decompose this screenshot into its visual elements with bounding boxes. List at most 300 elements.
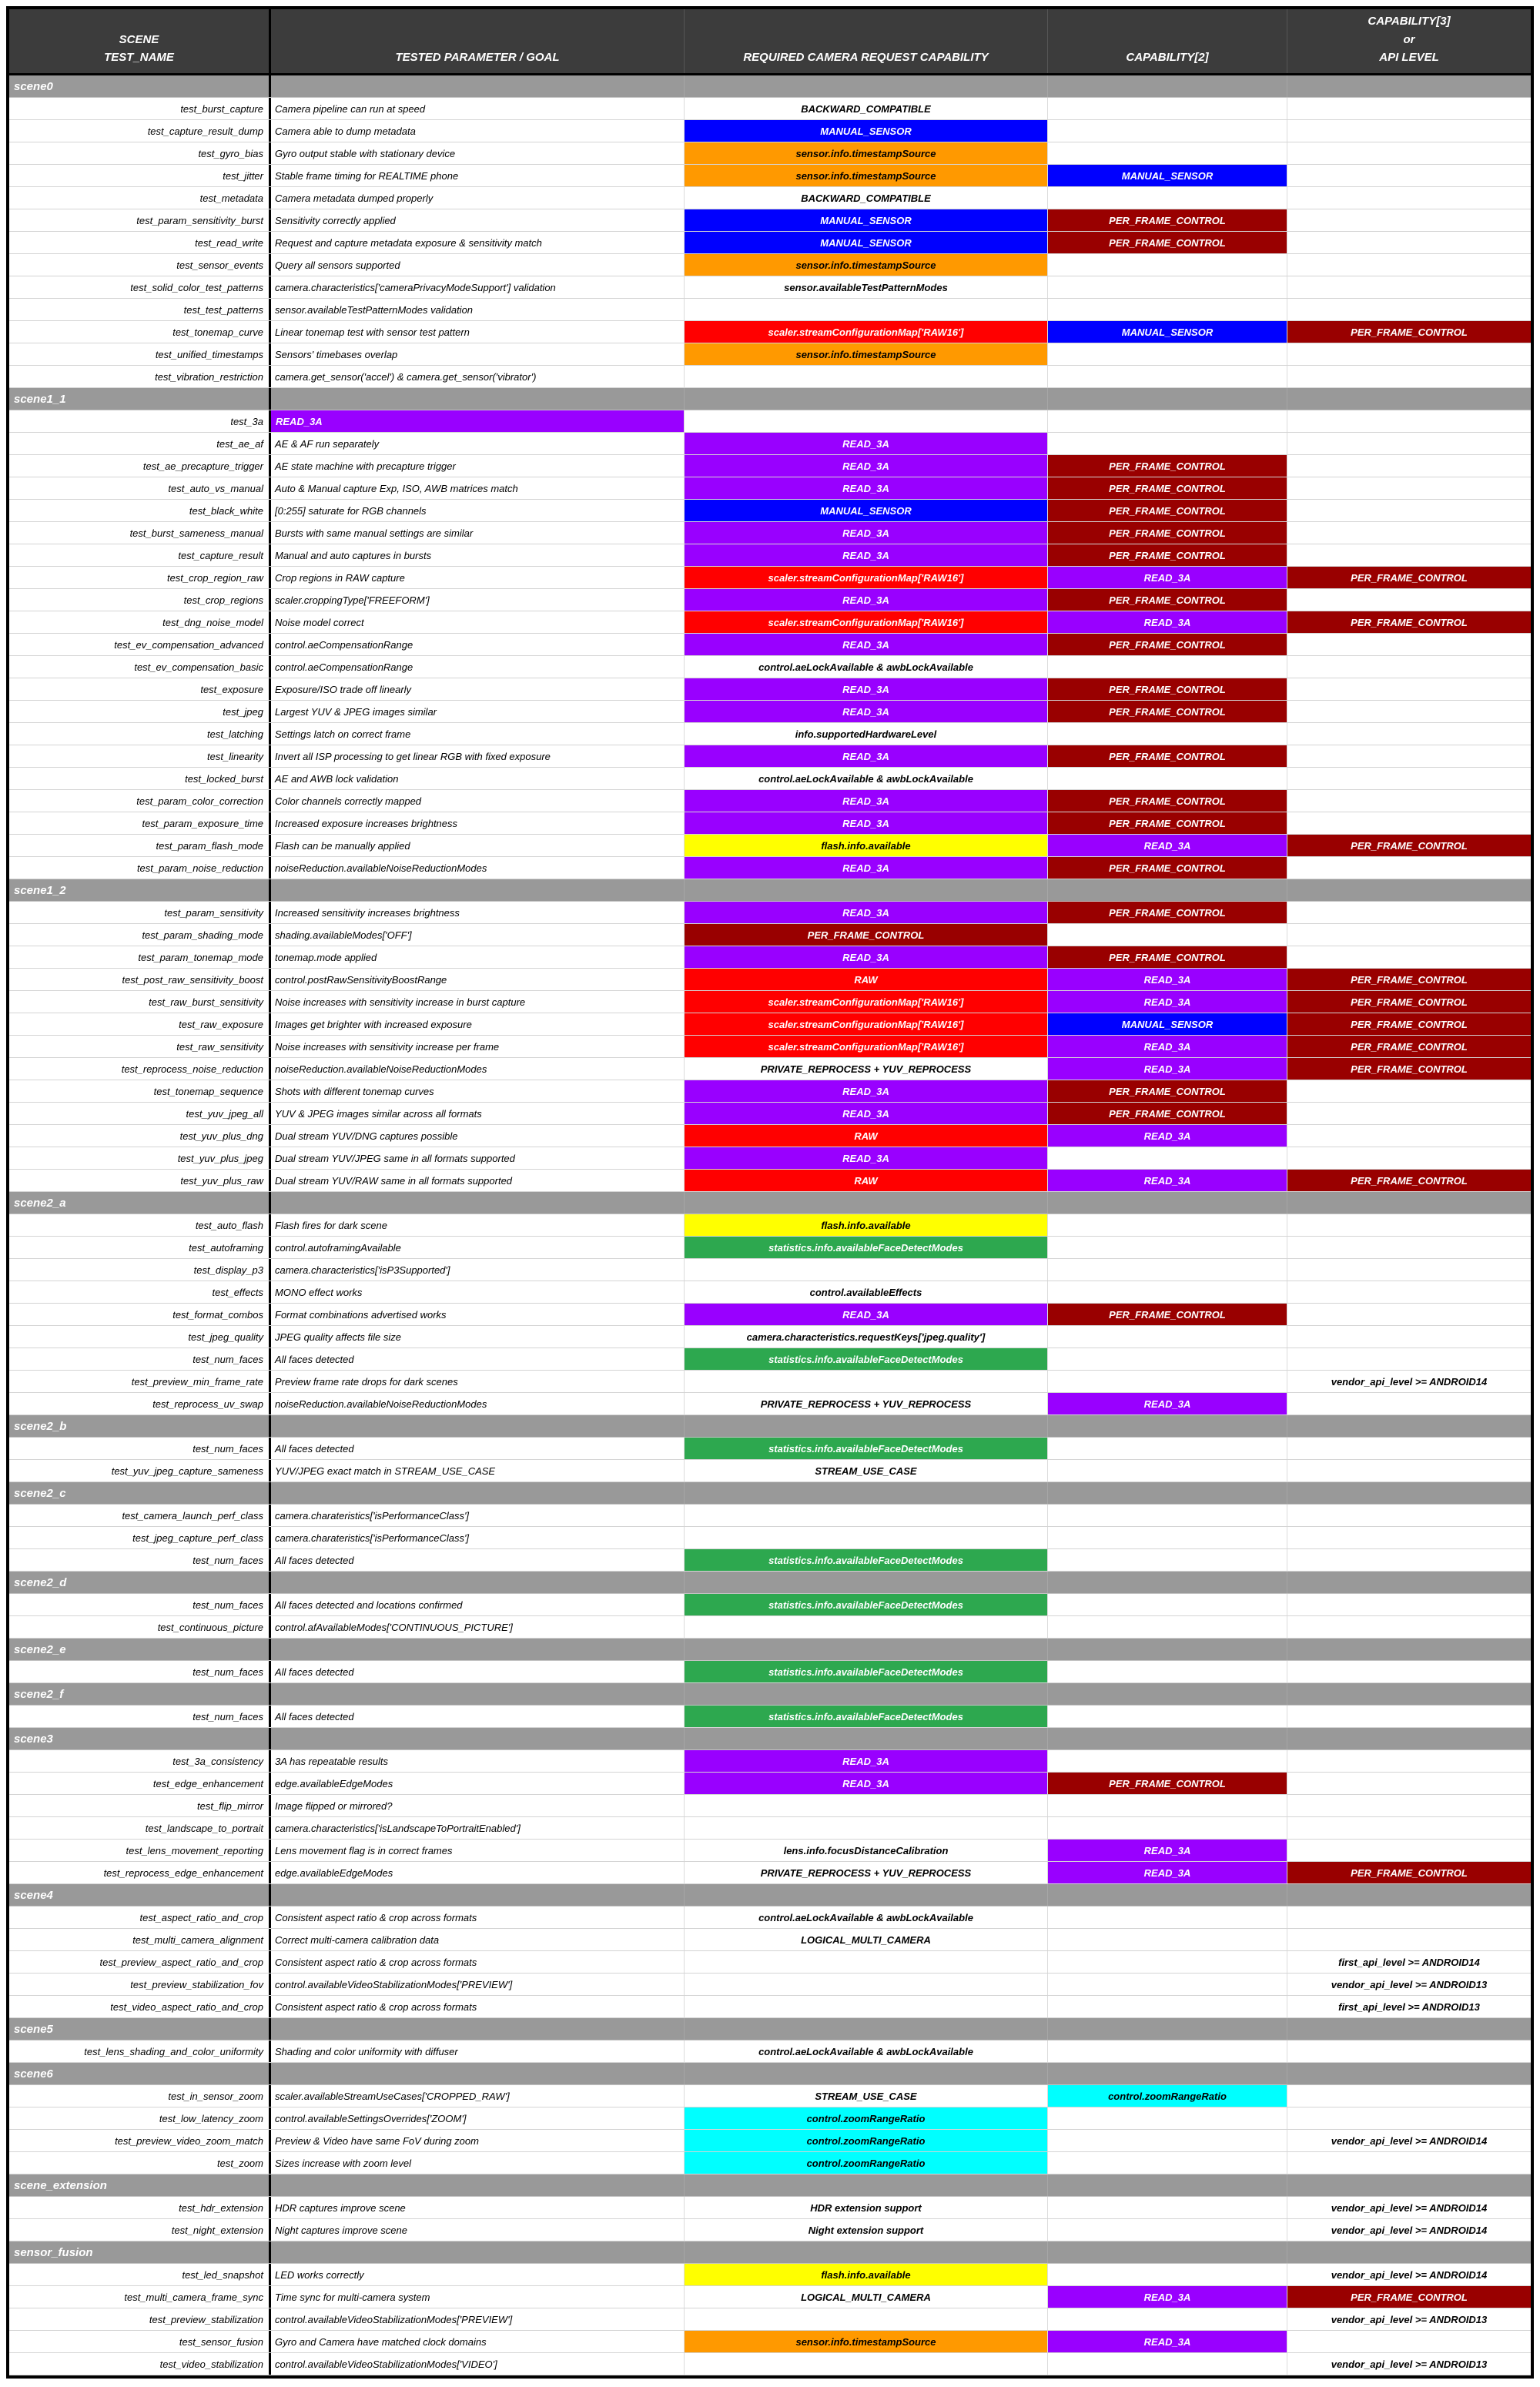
goal-cell: HDR captures improve scene (271, 2197, 685, 2218)
capability3-cell (1287, 924, 1531, 946)
test-name-cell: test_param_color_correction (9, 790, 271, 812)
req-capability-cell: statistics.info.availableFaceDetectModes (685, 1237, 1048, 1258)
test-name-cell: test_num_faces (9, 1594, 271, 1615)
scene-band-cell-goal (271, 2241, 685, 2263)
test-name-cell: test_raw_burst_sensitivity (9, 991, 271, 1013)
capability2-cell: READ_3A (1048, 1862, 1287, 1883)
capability2-cell: READ_3A (1048, 969, 1287, 990)
scene-band-row (9, 1482, 1531, 1505)
goal-cell: control.availableVideoStabilizationModes['VIDEO'] (271, 2353, 685, 2375)
test-row (9, 1661, 1531, 1683)
test-name-cell: test_autoframing (9, 1237, 271, 1258)
capability2-cell (1048, 1996, 1287, 2017)
goal-cell: camera.charateristics['isPerformanceClass'] (271, 1527, 685, 1548)
test-name-cell: test_param_tonemap_mode (9, 946, 271, 968)
capability3-cell (1287, 2331, 1531, 2352)
test-row (9, 410, 1531, 433)
req-capability-cell: READ_3A (685, 522, 1048, 544)
scene-band-label: scene4 (9, 1884, 271, 1906)
capability2-cell: READ_3A (1048, 1036, 1287, 1057)
capability2-cell (1048, 768, 1287, 789)
goal-cell: Sensors' timebases overlap (271, 343, 685, 365)
test-name-cell: test_camera_launch_perf_class (9, 1505, 271, 1526)
test-name-cell: test_read_write (9, 232, 271, 253)
scene-band-cell-goal (271, 879, 685, 901)
capability2-cell (1048, 1237, 1287, 1258)
test-row (9, 232, 1531, 254)
req-capability-cell (685, 1527, 1048, 1548)
req-capability-cell: control.aeLockAvailable & awbLockAvailable (685, 656, 1048, 678)
capability3-cell (1287, 1817, 1531, 1839)
test-name-cell: test_yuv_jpeg_capture_sameness (9, 1460, 271, 1481)
test-row (9, 1438, 1531, 1460)
test-row (9, 2040, 1531, 2063)
goal-cell: Sizes increase with zoom level (271, 2152, 685, 2174)
scene-band-cell-goal (271, 1415, 685, 1437)
req-capability-cell: READ_3A (685, 1147, 1048, 1169)
scene-band-cell-goal (271, 1192, 685, 1214)
test-name-cell: test_jpeg_quality (9, 1326, 271, 1348)
req-capability-cell: statistics.info.availableFaceDetectModes (685, 1661, 1048, 1682)
test-name-cell: test_preview_video_zoom_match (9, 2130, 271, 2151)
req-capability-cell: control.aeLockAvailable & awbLockAvailable (685, 768, 1048, 789)
capability2-cell: PER_FRAME_CONTROL (1048, 209, 1287, 231)
capability2-cell (1048, 924, 1287, 946)
req-capability-cell: BACKWARD_COMPATIBLE (685, 98, 1048, 119)
goal-cell: All faces detected (271, 1438, 685, 1459)
scene-band-cell-cap3 (1287, 1639, 1531, 1660)
scene-band-cell-req (685, 75, 1048, 97)
req-capability-cell (685, 1974, 1048, 1995)
test-row (9, 1304, 1531, 1326)
capability3-cell: vendor_api_level >= ANDROID13 (1331, 2313, 1488, 2325)
header-scene-testname (9, 9, 271, 73)
capability3-cell (1287, 857, 1531, 879)
capability3-cell (1287, 812, 1531, 834)
capability2-cell (1048, 2040, 1287, 2062)
test-row (9, 812, 1531, 835)
goal-cell: shading.availableModes['OFF'] (271, 924, 685, 946)
test-name-cell: test_tonemap_curve (9, 321, 271, 343)
scene-band-cell-req (685, 2174, 1048, 2196)
test-name-cell: test_lens_movement_reporting (9, 1840, 271, 1861)
capability2-cell: PER_FRAME_CONTROL (1048, 455, 1287, 477)
capability2-cell (1048, 1326, 1287, 1348)
capability2-cell: PER_FRAME_CONTROL (1048, 544, 1287, 566)
capability3-cell (1287, 209, 1531, 231)
goal-cell: MONO effect works (271, 1281, 685, 1303)
capability2-cell (1048, 142, 1287, 164)
req-capability-cell: READ_3A (685, 946, 1048, 968)
capability2-cell (1048, 1147, 1287, 1169)
test-row (9, 1974, 1531, 1996)
req-capability-cell: STREAM_USE_CASE (685, 1460, 1048, 1481)
test-row (9, 2264, 1531, 2286)
test-row (9, 276, 1531, 299)
req-capability-cell: READ_3A (685, 544, 1048, 566)
capability3-cell (1287, 745, 1531, 767)
req-capability-cell (685, 1795, 1048, 1816)
test-name-cell: test_zoom (9, 2152, 271, 2174)
test-row (9, 2286, 1531, 2308)
header-capability2: CAPABILITY[2] (1048, 9, 1287, 73)
capability2-cell (1048, 1549, 1287, 1571)
scene-band-row (9, 2063, 1531, 2085)
test-name-cell: test_jpeg (9, 701, 271, 722)
header-testname-line: TEST_NAME (104, 50, 174, 64)
req-capability-cell: READ_3A (685, 1103, 1048, 1124)
test-row (9, 2085, 1531, 2107)
goal-cell: Lens movement flag is in correct frames (271, 1840, 685, 1861)
test-row (9, 991, 1531, 1013)
scene-band-cell-req (685, 1884, 1048, 1906)
req-capability-cell (685, 1817, 1048, 1839)
capability3-cell: PER_FRAME_CONTROL (1287, 991, 1531, 1013)
goal-cell: edge.availableEdgeModes (271, 1862, 685, 1883)
req-capability-cell: sensor.info.timestampSource (685, 2331, 1048, 2352)
scene-band-row (9, 1728, 1531, 1750)
capability3-cell (1287, 1147, 1531, 1169)
capability3-cell: PER_FRAME_CONTROL (1287, 1013, 1531, 1035)
goal-cell: noiseReduction.availableNoiseReductionModes (271, 857, 685, 879)
capability3-cell (1287, 1549, 1531, 1571)
goal-cell: Dual stream YUV/DNG captures possible (271, 1125, 685, 1147)
scene-band-cell-goal (271, 75, 685, 97)
scene-band-cell-req (685, 2018, 1048, 2040)
scene-band-row (9, 879, 1531, 902)
test-row (9, 1125, 1531, 1147)
scene-band-cell-req (685, 2063, 1048, 2084)
test-row (9, 522, 1531, 544)
goal-cell: Correct multi-camera calibration data (271, 1929, 685, 1950)
req-capability-cell: READ_3A (685, 477, 1048, 499)
capability3-cell (1287, 410, 1531, 432)
goal-cell: Crop regions in RAW capture (271, 567, 685, 588)
goal-cell: camera.characteristics['cameraPrivacyModeSupport'] validation (271, 276, 685, 298)
test-row (9, 857, 1531, 879)
table-header-row (9, 9, 1531, 75)
goal-cell: All faces detected (271, 1348, 685, 1370)
test-row (9, 1371, 1531, 1393)
test-name-cell: test_in_sensor_zoom (9, 2085, 271, 2107)
capability3-cell (1287, 1460, 1531, 1481)
scene-band-cell-cap3 (1287, 2174, 1531, 2196)
test-name-cell: test_black_white (9, 500, 271, 521)
capability2-cell: PER_FRAME_CONTROL (1048, 500, 1287, 521)
capability2-cell (1048, 1281, 1287, 1303)
scene-band-label: scene2_b (9, 1415, 271, 1437)
goal-cell: Sensitivity correctly applied (271, 209, 685, 231)
scene-band-cell-cap3 (1287, 1482, 1531, 1504)
test-name-cell: test_aspect_ratio_and_crop (9, 1907, 271, 1928)
capability3-cell (1287, 187, 1531, 209)
capability3-cell: vendor_api_level >= ANDROID13 (1331, 1978, 1488, 1990)
capability3-cell (1287, 2152, 1531, 2174)
test-row (9, 544, 1531, 567)
capability2-cell (1048, 2130, 1287, 2151)
req-capability-cell: sensor.info.timestampSource (685, 142, 1048, 164)
capability3-cell (1287, 544, 1531, 566)
req-capability-cell: scaler.streamConfigurationMap['RAW16'] (685, 1036, 1048, 1057)
test-name-cell: test_crop_region_raw (9, 567, 271, 588)
capability3-cell (1287, 254, 1531, 276)
capability3-cell (1287, 768, 1531, 789)
goal-cell: All faces detected (271, 1549, 685, 1571)
goal-cell: JPEG quality affects file size (271, 1326, 685, 1348)
req-capability-cell: sensor.info.timestampSource (685, 165, 1048, 186)
goal-cell: Time sync for multi-camera system (271, 2286, 685, 2308)
scene-band-cell-cap2 (1048, 388, 1287, 410)
scene-band-cell-cap2 (1048, 879, 1287, 901)
test-row (9, 1237, 1531, 1259)
test-name-cell: test_linearity (9, 745, 271, 767)
capability3-cell: PER_FRAME_CONTROL (1287, 2286, 1531, 2308)
req-capability-cell: READ_3A (685, 1080, 1048, 1102)
capability2-cell: READ_3A (1048, 611, 1287, 633)
table-body (9, 75, 1531, 2375)
capability3-cell (1287, 477, 1531, 499)
test-row (9, 1326, 1531, 1348)
capability3-cell (1287, 1661, 1531, 1682)
test-name-cell: test_num_faces (9, 1438, 271, 1459)
capability3-cell (1287, 343, 1531, 365)
test-name-cell: test_format_combos (9, 1304, 271, 1325)
scene-band-cell-cap3 (1287, 1884, 1531, 1906)
req-capability-cell: sensor.info.timestampSource (685, 254, 1048, 276)
capability2-cell (1048, 1527, 1287, 1548)
capability3-cell: PER_FRAME_CONTROL (1287, 835, 1531, 856)
scene-band-label: scene2_e (9, 1639, 271, 1660)
scene-band-row (9, 388, 1531, 410)
req-capability-cell: BACKWARD_COMPATIBLE (685, 187, 1048, 209)
capability2-cell (1048, 2264, 1287, 2285)
capability3-cell (1287, 1348, 1531, 1370)
test-name-cell: test_num_faces (9, 1549, 271, 1571)
goal-cell: 3A has repeatable results (271, 1750, 685, 1772)
capability2-cell (1048, 254, 1287, 276)
test-row (9, 2308, 1531, 2331)
goal-cell: scaler.availableStreamUseCases['CROPPED_RAW'] (271, 2085, 685, 2107)
scene-band-label: scene6 (9, 2063, 271, 2084)
capability2-cell (1048, 723, 1287, 745)
goal-cell: camera.characteristics['isLandscapeToPortraitEnabled'] (271, 1817, 685, 1839)
scene-band-cell-req (685, 1683, 1048, 1705)
scene-band-cell-goal (271, 2018, 685, 2040)
req-capability-cell (685, 1616, 1048, 1638)
req-capability-cell: sensor.info.timestampSource (685, 343, 1048, 365)
test-row (9, 723, 1531, 745)
req-capability-cell: flash.info.available (685, 835, 1048, 856)
test-name-cell: test_param_sensitivity (9, 902, 271, 923)
test-row (9, 1929, 1531, 1951)
test-name-cell: test_reprocess_noise_reduction (9, 1058, 271, 1080)
test-row (9, 1214, 1531, 1237)
capability3-cell: PER_FRAME_CONTROL (1287, 1036, 1531, 1057)
capability3-cell (1287, 1438, 1531, 1459)
capability3-cell (1287, 701, 1531, 722)
goal-cell: Flash can be manually applied (271, 835, 685, 856)
capability2-cell: MANUAL_SENSOR (1048, 1013, 1287, 1035)
req-capability-cell: MANUAL_SENSOR (685, 232, 1048, 253)
test-row (9, 1505, 1531, 1527)
capability3-cell (1287, 522, 1531, 544)
capability2-cell (1048, 299, 1287, 320)
capability2-cell: PER_FRAME_CONTROL (1048, 678, 1287, 700)
req-capability-cell (685, 366, 1048, 387)
capability3-cell (1287, 946, 1531, 968)
capability2-cell (1048, 2197, 1287, 2218)
test-name-cell: test_landscape_to_portrait (9, 1817, 271, 1839)
scene-band-label: scene_extension (9, 2174, 271, 2196)
capability2-cell: PER_FRAME_CONTROL (1048, 790, 1287, 812)
test-row (9, 366, 1531, 388)
capability2-cell (1048, 1706, 1287, 1727)
capability2-cell (1048, 2152, 1287, 2174)
scene-band-cell-cap2 (1048, 2174, 1287, 2196)
test-name-cell: test_gyro_bias (9, 142, 271, 164)
req-capability-cell: HDR extension support (685, 2197, 1048, 2218)
test-name-cell: test_dng_noise_model (9, 611, 271, 633)
test-name-cell: test_capture_result (9, 544, 271, 566)
req-capability-cell (685, 410, 1048, 432)
goal-cell: Shading and color uniformity with diffuser (271, 2040, 685, 2062)
capability2-cell: PER_FRAME_CONTROL (1048, 902, 1287, 923)
capability2-cell (1048, 1460, 1287, 1481)
scene-band-cell-cap3 (1287, 2018, 1531, 2040)
req-capability-cell: RAW (685, 969, 1048, 990)
scene-band-cell-cap3 (1287, 2241, 1531, 2263)
scene-band-cell-cap2 (1048, 1572, 1287, 1593)
scene-band-label: scene2_d (9, 1572, 271, 1593)
test-name-cell: test_yuv_jpeg_all (9, 1103, 271, 1124)
test-name-cell: test_preview_min_frame_rate (9, 1371, 271, 1392)
scene-band-row (9, 2018, 1531, 2040)
capability2-cell: PER_FRAME_CONTROL (1048, 701, 1287, 722)
test-name-cell: test_reprocess_uv_swap (9, 1393, 271, 1414)
goal-cell: edge.availableEdgeModes (271, 1773, 685, 1794)
test-row (9, 1080, 1531, 1103)
req-capability-cell: READ_3A (685, 902, 1048, 923)
capability3-cell (1287, 1281, 1531, 1303)
goal-cell: Settings latch on correct frame (271, 723, 685, 745)
scene-band-cell-goal (271, 1639, 685, 1660)
capability3-cell (1287, 1840, 1531, 1861)
test-name-cell: test_sensor_fusion (9, 2331, 271, 2352)
goal-cell: [0:255] saturate for RGB channels (271, 500, 685, 521)
capability3-cell (1287, 366, 1531, 387)
goal-cell: Images get brighter with increased exposure (271, 1013, 685, 1035)
test-name-cell: test_crop_regions (9, 589, 271, 611)
scene-band-cell-cap3 (1287, 2063, 1531, 2084)
capability2-cell: PER_FRAME_CONTROL (1048, 745, 1287, 767)
req-capability-cell: READ_3A (685, 790, 1048, 812)
req-capability-cell: READ_3A (685, 678, 1048, 700)
capability3-cell (1287, 276, 1531, 298)
scene-band-row (9, 2241, 1531, 2264)
capability2-cell: READ_3A (1048, 991, 1287, 1013)
req-capability-cell (685, 1371, 1048, 1392)
test-name-cell: test_hdr_extension (9, 2197, 271, 2218)
scene-band-cell-cap3 (1287, 1192, 1531, 1214)
req-capability-cell: READ_3A (685, 1750, 1048, 1772)
goal-cell: control.availableVideoStabilizationModes['PREVIEW'] (271, 2308, 685, 2330)
scene-band-cell-cap2 (1048, 2241, 1287, 2263)
capability2-cell: PER_FRAME_CONTROL (1048, 477, 1287, 499)
goal-cell: control.aeCompensationRange (271, 634, 685, 655)
scene-band-cell-cap2 (1048, 2063, 1287, 2084)
goal-cell: Image flipped or mirrored? (271, 1795, 685, 1816)
goal-cell: noiseReduction.availableNoiseReductionModes (271, 1058, 685, 1080)
scene-band-cell-cap2 (1048, 1728, 1287, 1749)
capability2-cell (1048, 1616, 1287, 1638)
capability3-cell (1287, 1214, 1531, 1236)
capability3-cell (1287, 1304, 1531, 1325)
test-name-cell: test_raw_exposure (9, 1013, 271, 1035)
goal-cell: Color channels correctly mapped (271, 790, 685, 812)
test-row (9, 678, 1531, 701)
goal-cell: Gyro and Camera have matched clock domains (271, 2331, 685, 2352)
test-row (9, 1036, 1531, 1058)
scene-band-label: scene3 (9, 1728, 271, 1749)
test-name-cell: test_flip_mirror (9, 1795, 271, 1816)
goal-cell: control.availableSettingsOverrides['ZOOM'] (271, 2107, 685, 2129)
test-row (9, 611, 1531, 634)
req-capability-cell (685, 1951, 1048, 1973)
scene-band-row (9, 1572, 1531, 1594)
goal-cell: All faces detected (271, 1661, 685, 1682)
capability2-cell: READ_3A (1048, 1170, 1287, 1191)
goal-cell: Format combinations advertised works (271, 1304, 685, 1325)
capability2-cell (1048, 1348, 1287, 1370)
test-name-cell: test_raw_sensitivity (9, 1036, 271, 1057)
capability3-cell (1287, 1125, 1531, 1147)
test-name-cell: test_yuv_plus_raw (9, 1170, 271, 1191)
test-row (9, 1013, 1531, 1036)
goal-cell: Invert all ISP processing to get linear RGB with fixed exposure (271, 745, 685, 767)
goal-cell: Manual and auto captures in bursts (271, 544, 685, 566)
req-capability-cell: scaler.streamConfigurationMap['RAW16'] (685, 611, 1048, 633)
goal-cell: Flash fires for dark scene (271, 1214, 685, 1236)
scene-band-cell-cap3 (1287, 879, 1531, 901)
scene-band-row (9, 1415, 1531, 1438)
test-name-cell: test_burst_sameness_manual (9, 522, 271, 544)
goal-cell: Increased exposure increases brightness (271, 812, 685, 834)
test-row (9, 1795, 1531, 1817)
scene-band-cell-cap2 (1048, 2018, 1287, 2040)
goal-cell: Linear tonemap test with sensor test pattern (271, 321, 685, 343)
capability3-cell: vendor_api_level >= ANDROID13 (1331, 2358, 1488, 2370)
req-capability-cell: READ_3A (685, 857, 1048, 879)
capability3-cell (1287, 1527, 1531, 1548)
test-name-cell: test_auto_flash (9, 1214, 271, 1236)
capability2-cell (1048, 1438, 1287, 1459)
req-capability-cell: control.zoomRangeRatio (685, 2107, 1048, 2129)
test-row (9, 1527, 1531, 1549)
capability2-cell: PER_FRAME_CONTROL (1048, 946, 1287, 968)
test-row (9, 768, 1531, 790)
req-capability-cell: Night extension support (685, 2219, 1048, 2241)
test-row (9, 1460, 1531, 1482)
test-row (9, 969, 1531, 991)
test-name-cell: test_low_latency_zoom (9, 2107, 271, 2129)
test-name-cell: test_led_snapshot (9, 2264, 271, 2285)
req-capability-cell: control.aeLockAvailable & awbLockAvailable (685, 2040, 1048, 2062)
capability2-cell: PER_FRAME_CONTROL (1048, 1103, 1287, 1124)
test-name-cell: test_tonemap_sequence (9, 1080, 271, 1102)
test-name-cell: test_display_p3 (9, 1259, 271, 1281)
req-capability-cell: READ_3A (685, 1304, 1048, 1325)
capability2-cell: READ_3A (1048, 835, 1287, 856)
